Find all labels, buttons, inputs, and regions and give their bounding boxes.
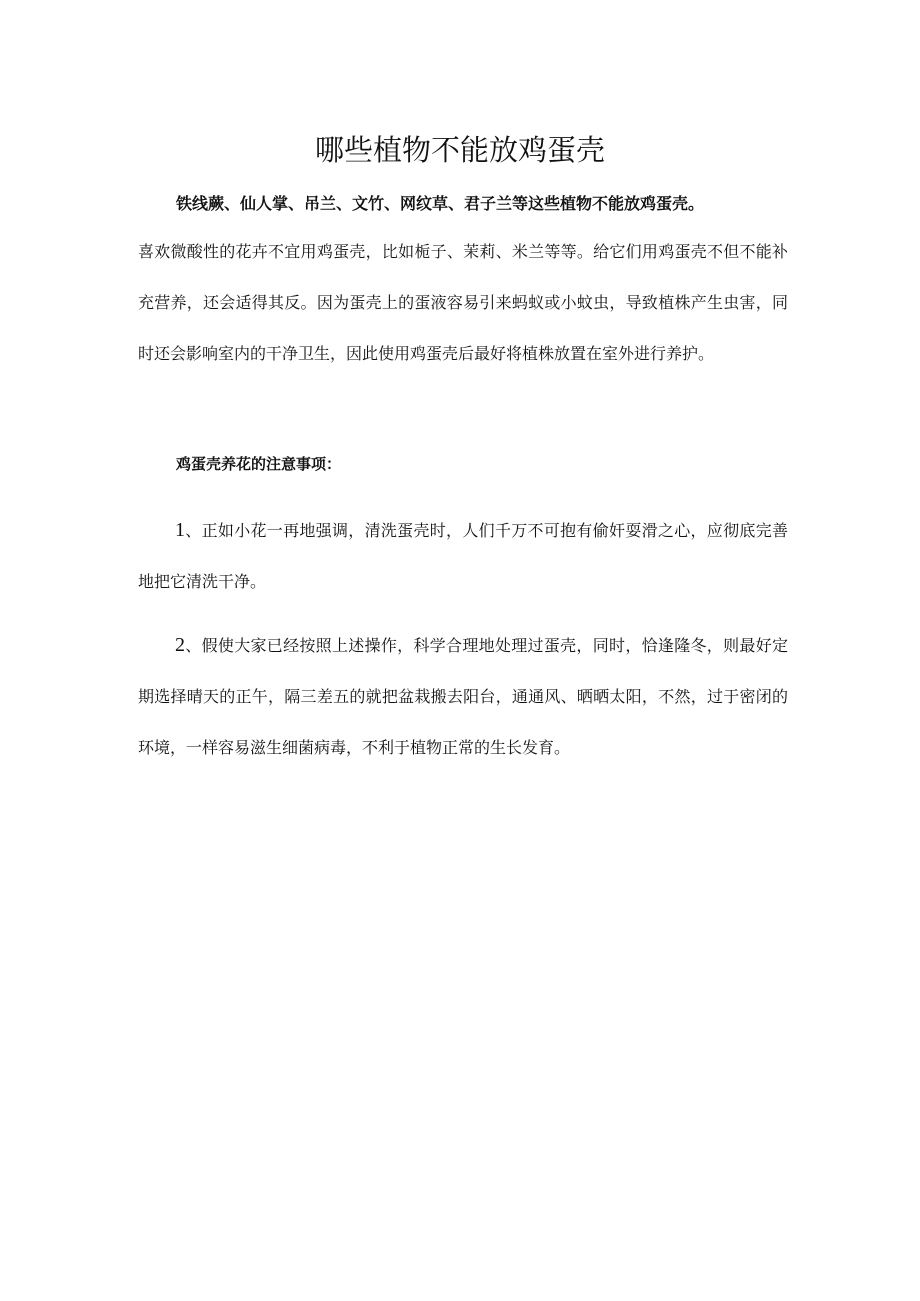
note-item-1-number: 1 [175, 519, 185, 541]
note-item-2-number: 2 [175, 634, 185, 656]
notes-heading: 鸡蛋壳养花的注意事项： [176, 455, 342, 473]
lead-sentence: 铁线蕨、仙人掌、吊兰、文竹、网纹草、君子兰等这些植物不能放鸡蛋壳。 [176, 194, 705, 213]
note-item-2 [138, 620, 788, 773]
note-item-1 [138, 505, 788, 607]
paragraph-acidic-plants: 喜欢微酸性的花卉不宜用鸡蛋壳，比如栀子、茉莉、米兰等等。给它们用鸡蛋壳不但不能补充营养，还会适得其反。因为蛋壳上的蛋液容易引来蚂蚁或小蚊虫，导致植株产生虫害，同时还会影响室内的干净卫生，因此使用鸡蛋壳后最好将植株放置在室外进行养护。 [138, 242, 788, 363]
document-title: 哪些植物不能放鸡蛋壳 [314, 133, 605, 167]
note-item-2-text: 、假使大家已经按照上述操作，科学合理地处理过蛋壳，同时，恰逢隆冬，则最好定期选择晴天的正午，隔三差五的就把盆栽搬去阳台，通通风、晒晒太阳，不然，过于密闭的环境，一样容易滋生细菌病毒，不利于植物正常的生长发育。 [138, 636, 788, 757]
note-item-1-text: 、正如小花一再地强调，清洗蛋壳时，人们千万不可抱有偷奸耍滑之心，应彻底完善地把它清洗干净。 [138, 521, 788, 591]
